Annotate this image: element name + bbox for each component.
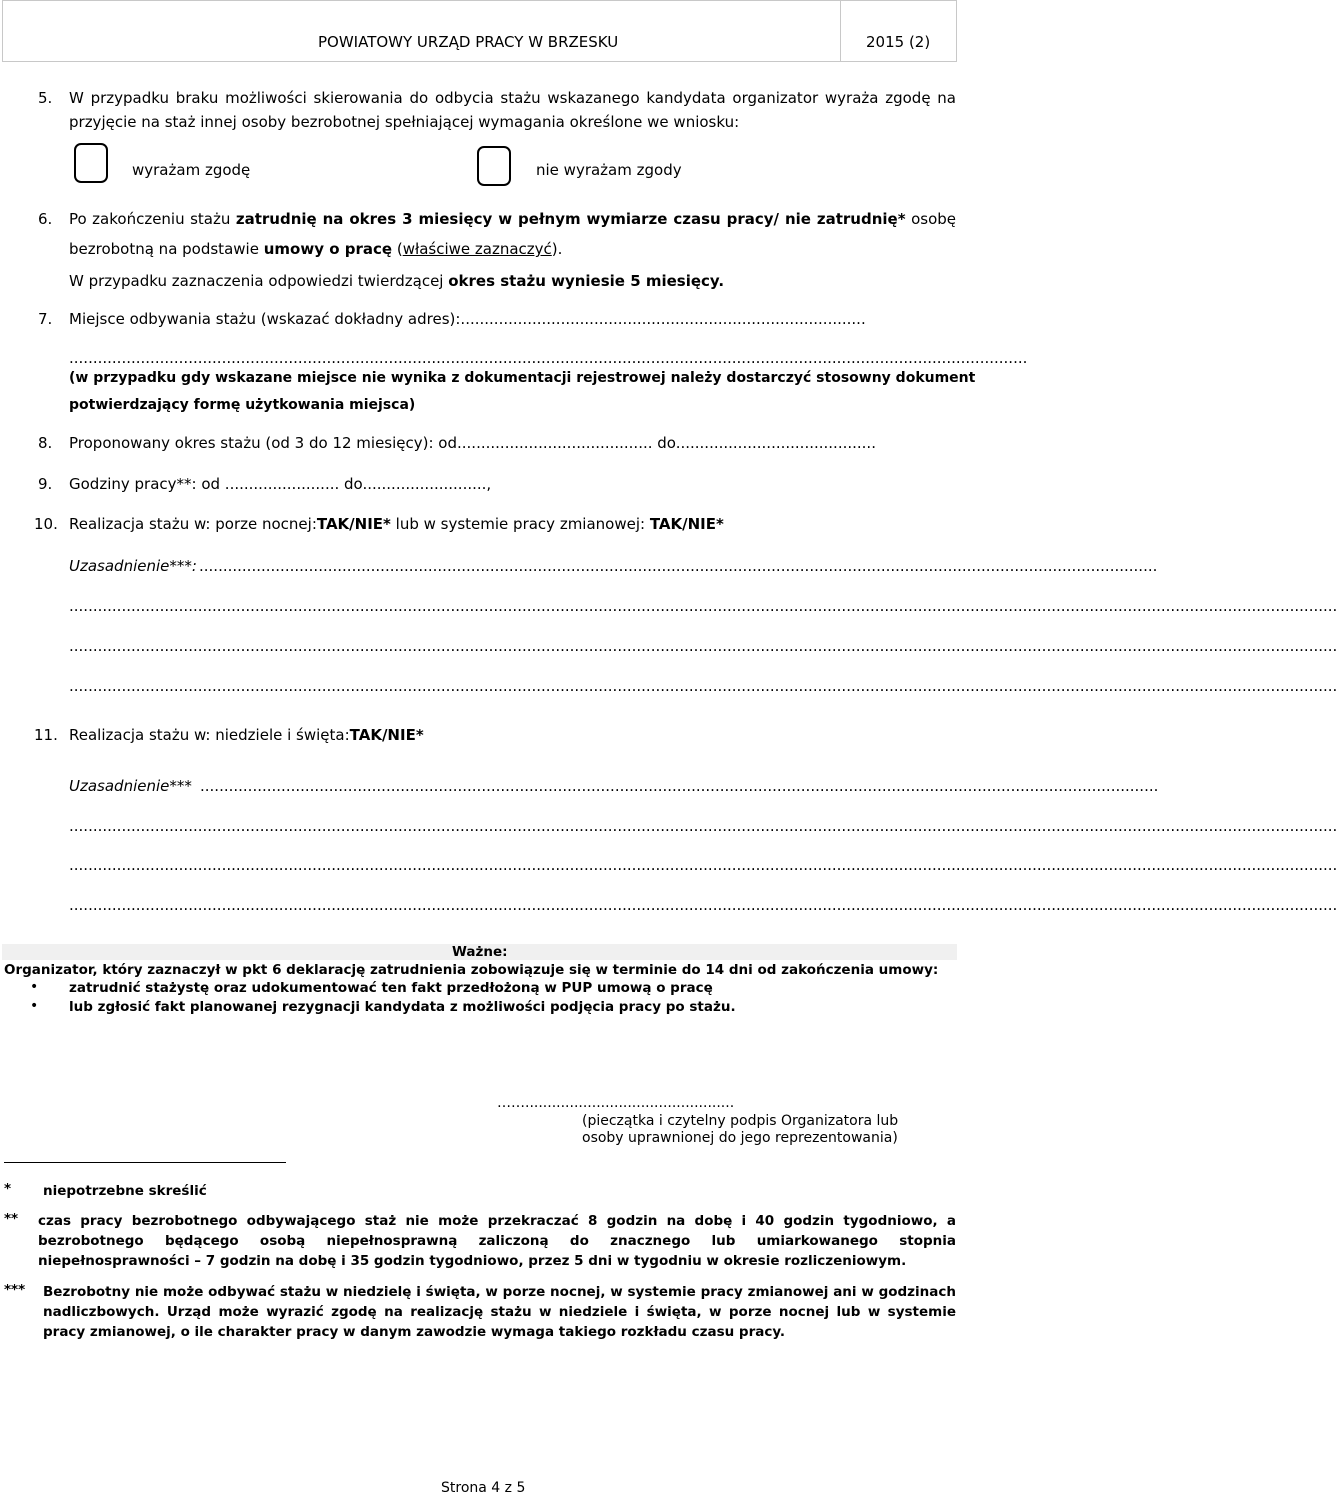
item-10-dots-3[interactable]: .......................................................................................................................................................................................................................................................................... xyxy=(69,677,1337,695)
item-6-text-c: osobę xyxy=(911,210,956,228)
page-number: Strona 4 z 5 xyxy=(441,1480,526,1496)
item-6-line-3 xyxy=(69,272,724,290)
item-8-number: 8. xyxy=(38,434,53,452)
item-6-text-a: Po zakończeniu stażu xyxy=(69,210,231,228)
item-5-number: 5. xyxy=(38,89,53,107)
item-6-number: 6. xyxy=(38,210,53,228)
item-10-text-c: lub w systemie pracy zmianowej: xyxy=(390,515,650,533)
footnote-3-text: Bezrobotny nie może odbywać stażu w niedzielę i święta, w porze nocnej, w systemie pracy zmianowej ani w godzinach nadliczbowych. Urząd może wyrazić zgodę na realizację stażu w niedziele i święta, w porze nocnej lub w systemie pracy zmianowej, o ile charakter pracy w danym zawodzie wymaga takiego rozkładu czasu pracy. xyxy=(43,1284,956,1340)
signature-caption-1: (pieczątka i czytelny podpis Organizatora lub xyxy=(582,1113,899,1129)
page-header xyxy=(2,0,957,62)
important-intro: Organizator, który zaznaczył w pkt 6 deklarację zatrudnienia zobowiązuje się w terminie do 14 dni od zakończenia umowy: xyxy=(4,962,939,978)
bullet-icon: • xyxy=(30,998,39,1014)
item-5-line-1: W przypadku braku możliwości skierowania do odbycia stażu wskazanego kandydata organizator wyraża zgodę na xyxy=(69,89,956,107)
item-6-l2-d: właściwe zaznaczyć xyxy=(402,240,552,258)
item-10-line xyxy=(69,515,724,533)
item-6-line-1 xyxy=(69,210,956,228)
item-6-l3-b: okres stażu wyniesie 5 miesięcy. xyxy=(448,272,725,290)
item-6-line-2 xyxy=(69,240,562,258)
item-6-l2-e: ). xyxy=(551,240,563,258)
place-of-internship-field[interactable]: Miejsce odbywania stażu (wskazać dokładny adres):..................................................................................... xyxy=(69,310,866,328)
agree-checkbox[interactable] xyxy=(74,143,108,183)
night-shift-choice[interactable]: TAK/NIE* xyxy=(316,515,391,533)
item-11-justification-field[interactable]: ......................................................................................................................................................................................................... xyxy=(200,777,1159,795)
item-11-line xyxy=(69,726,424,744)
important-title: Ważne: xyxy=(452,944,508,960)
working-hours-field[interactable]: Godziny pracy**: od ........................ do.........................., xyxy=(69,475,492,493)
signature-caption-2: osoby uprawnionej do jego reprezentowania) xyxy=(582,1130,898,1146)
bullet-icon: • xyxy=(30,979,39,995)
signature-line: ……............................................... xyxy=(497,1095,735,1111)
item-10-dots-2[interactable]: .......................................................................................................................................................................................................................................................................... xyxy=(69,637,1337,655)
item-11-number: 11. xyxy=(34,726,58,744)
footnote-2-mark: ** xyxy=(4,1211,19,1227)
footnote-2-text: czas pracy bezrobotnego odbywającego staż nie może przekraczać 8 godzin na dobę i 40 godzin tygodniowo, a bezrobotnego będącego osobą niepełnosprawną zaliczoną do znacznego lub umiarkowanego stopnia niepełnosprawności – 7 godzin na dobę i 35 godzin tygodniowo, przez 5 dni w tygodniu w okresie rozliczeniowym. xyxy=(38,1213,956,1269)
disagree-label: nie wyrażam zgody xyxy=(536,161,682,179)
item-6-l2-b: umowy o pracę xyxy=(263,240,393,258)
item-6-l2-c: ( xyxy=(396,240,403,258)
shift-work-choice[interactable]: TAK/NIE* xyxy=(649,515,724,533)
disagree-checkbox[interactable] xyxy=(477,146,511,186)
item-10-justification-label: Uzasadnienie***: xyxy=(69,557,197,575)
item-7-note-2: potwierdzający formę użytkowania miejsca) xyxy=(69,397,416,413)
header-divider xyxy=(840,0,841,62)
item-10-text-a: Realizacja stażu w: porze nocnej: xyxy=(69,515,317,533)
place-of-internship-dots[interactable]: ......................................................................................................................................................................................................... xyxy=(69,349,1028,367)
footnote-1-text: niepotrzebne skreślić xyxy=(43,1183,207,1199)
header-title: POWIATOWY URZĄD PRACY W BRZESKU xyxy=(318,33,619,51)
item-11-justification-label: Uzasadnienie*** xyxy=(69,777,192,795)
item-6-l3-a: W przypadku zaznaczenia odpowiedzi twierdzącej xyxy=(69,272,444,290)
item-11-dots-1[interactable]: .......................................................................................................................................................................................................................................................................... xyxy=(69,817,1337,835)
item-7-note-1: (w przypadku gdy wskazane miejsce nie wynika z dokumentacji rejestrowej należy dostarczyć stosowny dokument xyxy=(69,370,976,386)
item-11-text-a: Realizacja stażu w: niedziele i święta: xyxy=(69,726,350,744)
item-6-text-b: zatrudnię na okres 3 miesięcy w pełnym wymiarze czasu pracy/ nie zatrudnię* xyxy=(235,210,906,228)
item-9-number: 9. xyxy=(38,475,53,493)
important-bullet-2: lub zgłosić fakt planowanej rezygnacji kandydata z możliwości podjęcia pracy po stażu. xyxy=(69,999,736,1015)
footnote-1-mark: * xyxy=(4,1181,12,1197)
sundays-holidays-choice[interactable]: TAK/NIE* xyxy=(349,726,424,744)
item-10-number: 10. xyxy=(34,515,58,533)
proposed-period-field[interactable]: Proponowany okres stażu (od 3 do 12 miesięcy): od......................................... do.......................................... xyxy=(69,434,876,452)
item-7-number: 7. xyxy=(38,310,53,328)
item-11-dots-3[interactable]: .......................................................................................................................................................................................................................................................................... xyxy=(69,896,1337,914)
item-10-justification-field[interactable]: ......................................................................................................................................................................................................... xyxy=(199,557,1158,575)
item-6-l2-a: bezrobotną na podstawie xyxy=(69,240,259,258)
item-5-line-2: przyjęcie na staż innej osoby bezrobotnej spełniającej wymagania określone we wniosku: xyxy=(69,113,740,131)
footnote-separator xyxy=(4,1162,286,1163)
item-11-dots-2[interactable]: .......................................................................................................................................................................................................................................................................... xyxy=(69,856,1337,874)
header-version: 2015 (2) xyxy=(866,33,931,51)
footnote-3-mark: *** xyxy=(4,1282,26,1298)
important-bullet-1: zatrudnić stażystę oraz udokumentować ten fakt przedłożoną w PUP umową o pracę xyxy=(69,980,713,996)
item-10-dots-1[interactable]: .......................................................................................................................................................................................................................................................................... xyxy=(69,597,1337,615)
agree-label: wyrażam zgodę xyxy=(132,161,251,179)
